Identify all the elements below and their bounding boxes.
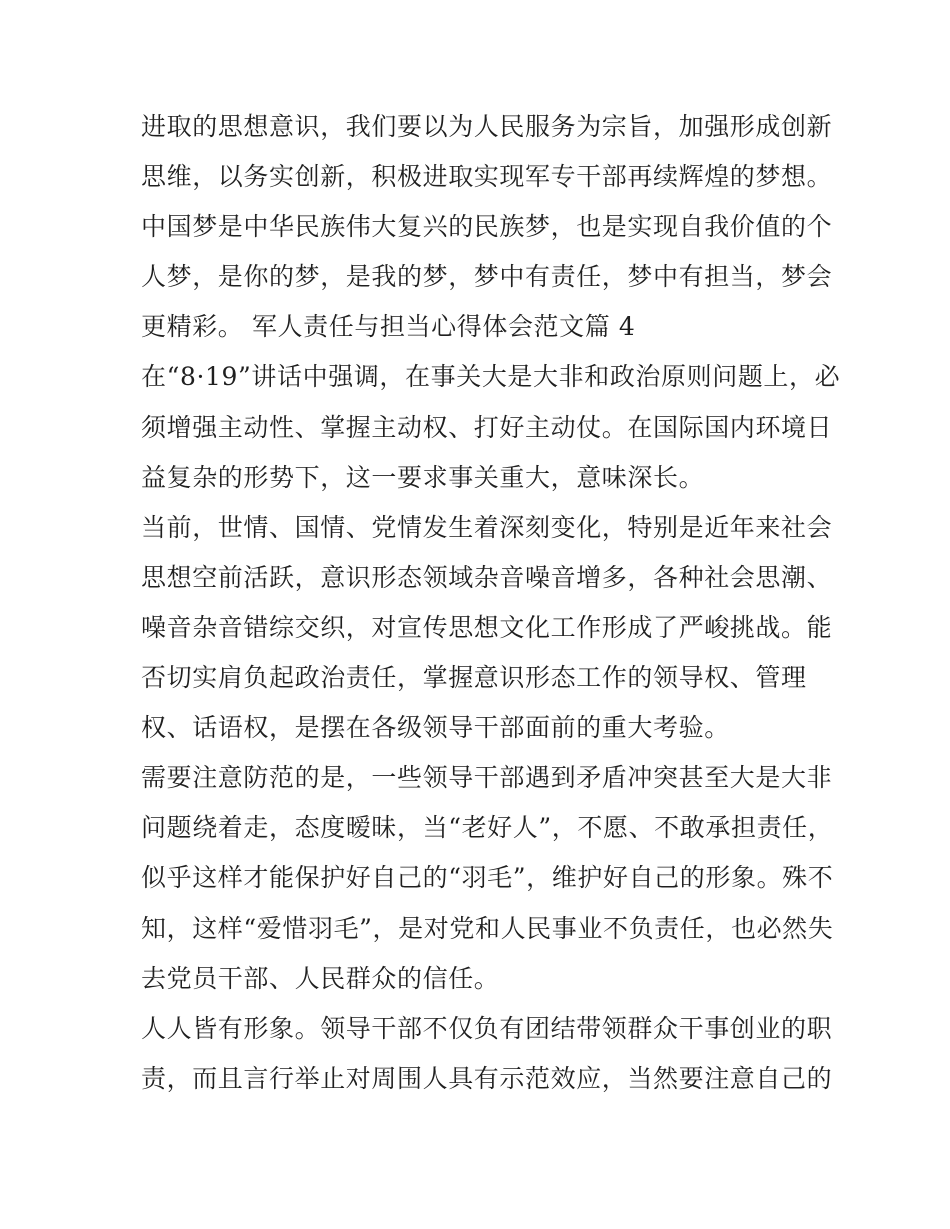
text-line: 益复杂的形势下，这一要求事关重大，意味深长。: [141, 462, 705, 492]
text-line: 人人皆有形象。领导干部不仅负有团结带领群众干事创业的职: [141, 1013, 833, 1043]
text-line: 去党员干部、人民群众的信任。: [141, 963, 500, 993]
text-line: 知，这样“爱惜羽毛”，是对党和人民事业不负责任，也必然失: [141, 913, 834, 943]
text-line: 需要注意防范的是，一些领导干部遇到矛盾冲突甚至大是大非: [141, 763, 833, 793]
text-line: 责，而且言行举止对周围人具有示范效应，当然要注意自己的: [141, 1063, 833, 1093]
text-line: 权、话语权，是摆在各级领导干部面前的重大考验。: [141, 713, 730, 743]
section-heading-line: 更精彩。 军人责任与担当心得体会范文篇 4: [141, 312, 636, 342]
text-line: 须增强主动性、掌握主动权、打好主动仗。在国际国内环境日: [141, 412, 833, 442]
text-line: 否切实肩负起政治责任，掌握意识形态工作的领导权、管理: [141, 663, 807, 693]
document-body: [141, 102, 841, 1104]
text-line: 思想空前活跃，意识形态领域杂音噪音增多，各种社会思潮、: [141, 562, 833, 592]
text-line: 似乎这样才能保护好自己的“羽毛”，维护好自己的形象。殊不: [141, 863, 834, 893]
text-line: 噪音杂音错综交织，对宣传思想文化工作形成了严峻挑战。能: [141, 612, 833, 642]
text-line: 进取的思想意识，我们要以为人民服务为宗旨，加强形成创新: [141, 112, 833, 141]
text-line: 在“8·19”讲话中强调，在事关大是大非和政治原则问题上，必: [141, 362, 841, 392]
text-line: 中国梦是中华民族伟大复兴的民族梦，也是实现自我价值的个: [141, 212, 833, 242]
text-line: 问题绕着走，态度暧昧，当“老好人”，不愿、不敢承担责任，: [141, 813, 834, 843]
text-line: 思维，以务实创新，积极进取实现军专干部再续辉煌的梦想。: [141, 162, 833, 192]
text-line: 当前，世情、国情、党情发生着深刻变化，特别是近年来社会: [141, 512, 833, 542]
text-line: 人梦，是你的梦，是我的梦，梦中有责任，梦中有担当，梦会: [141, 262, 833, 292]
